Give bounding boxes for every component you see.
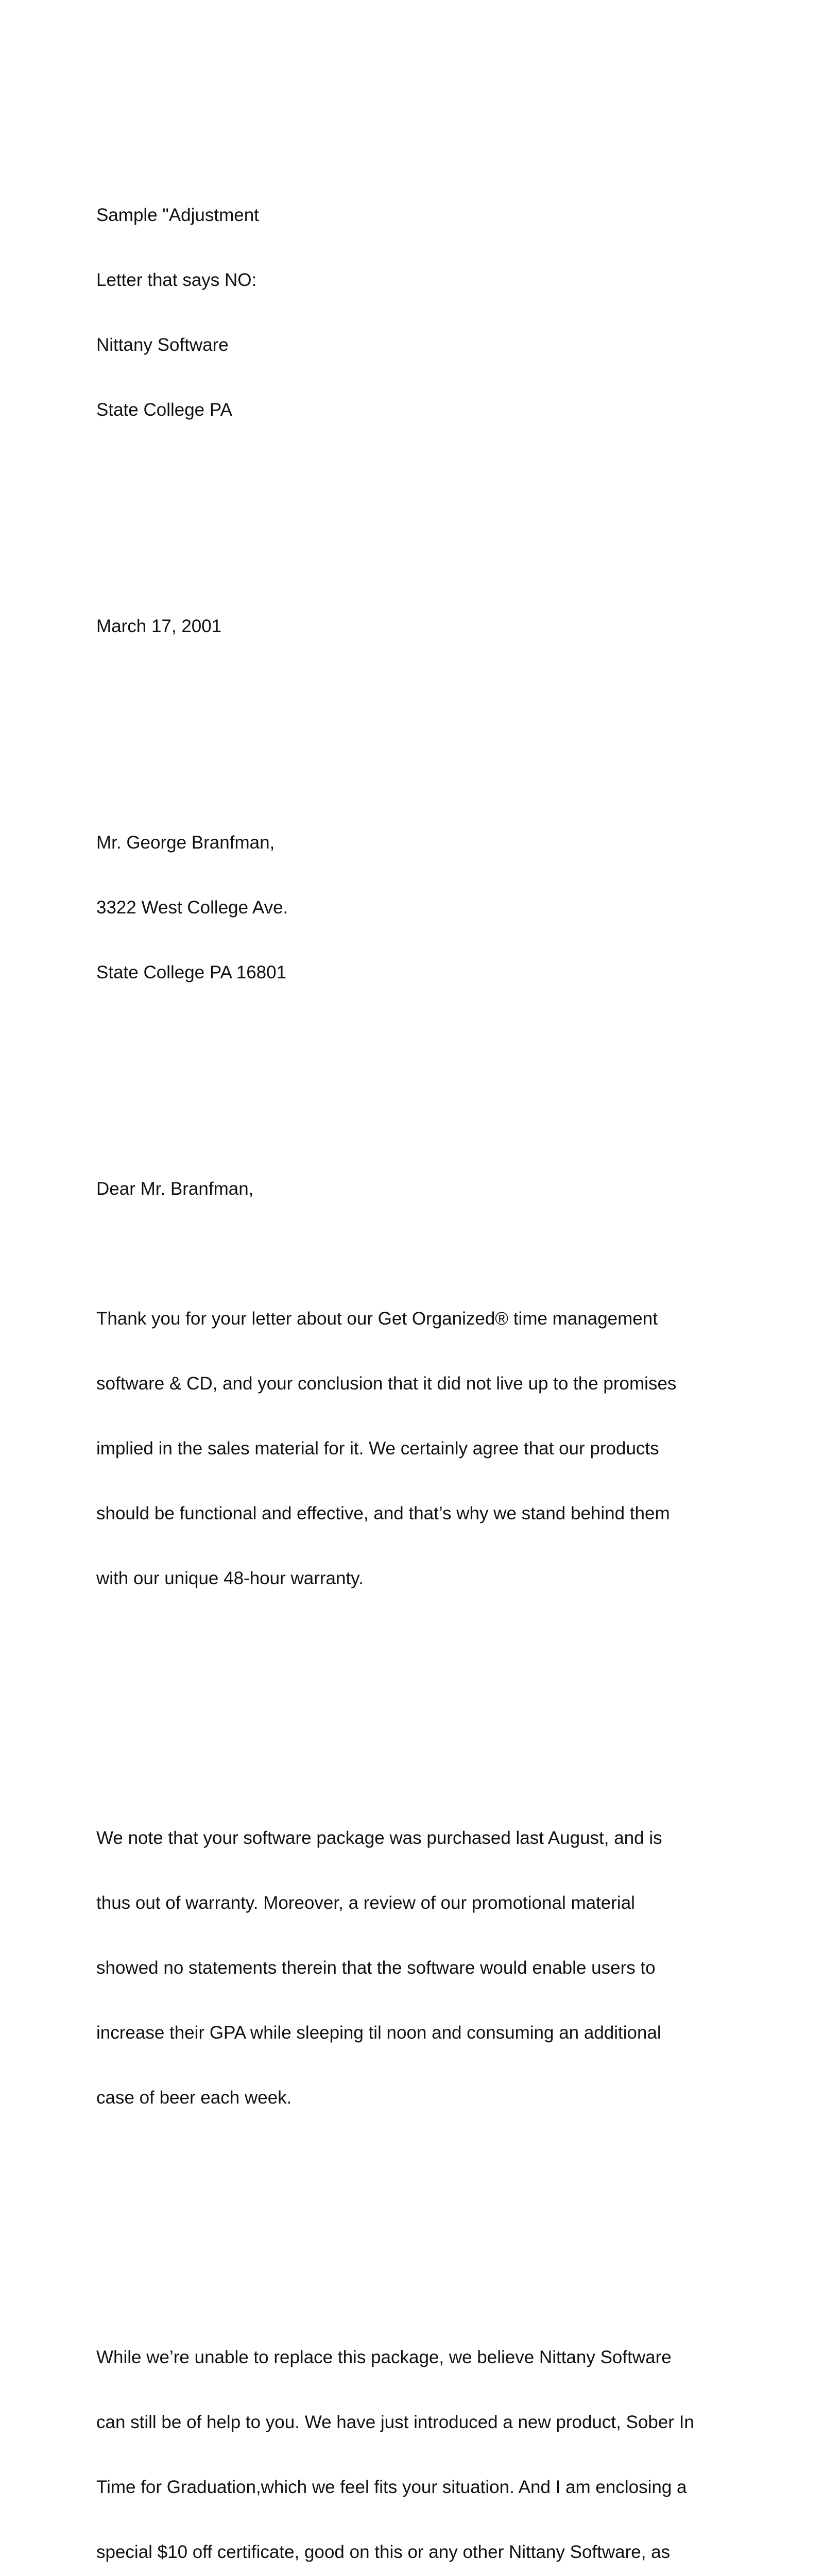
recipient-line: 3322 West College Ave.	[96, 897, 288, 918]
paragraph-2	[96, 1784, 745, 2152]
paragraph-line: special $10 off certificate, good on this or any other Nittany Software, as	[96, 2542, 671, 2562]
paragraph-line: can still be of help to you. We have just introduced a new product, Sober In	[96, 2412, 694, 2432]
paragraph-line: software & CD, and your conclusion that it did not live up to the promises	[96, 1374, 677, 1394]
spacer	[96, 2217, 745, 2239]
letter-body	[96, 96, 745, 2576]
heading-line: State College PA	[96, 400, 232, 420]
paragraph-line: showed no statements therein that the software would enable users to	[96, 1958, 656, 1978]
spacer	[96, 1698, 745, 1719]
spacer	[96, 529, 745, 551]
heading-line: Letter that says NO:	[96, 270, 257, 290]
paragraph-line: case of beer each week.	[96, 2088, 292, 2108]
paragraph-line: Time for Graduation,which we feel fits your situation. And I am enclosing a	[96, 2477, 687, 2497]
paragraph-line: We note that your software package was purchased last August, and is	[96, 1828, 662, 1848]
paragraph-line: thus out of warranty. Moreover, a review of our promotional material	[96, 1893, 635, 1913]
paragraph-line: should be functional and effective, and that’s why we stand behind them	[96, 1503, 670, 1523]
paragraph-line: increase their GPA while sleeping til noon and consuming an additional	[96, 2023, 661, 2043]
spacer	[96, 1092, 745, 1113]
paragraph-line: Thank you for your letter about our Get Organized® time management	[96, 1309, 658, 1329]
paragraph-line: implied in the sales material for it. We certainly agree that our products	[96, 1438, 659, 1459]
paragraph-line: with our unique 48-hour warranty.	[96, 1568, 364, 1588]
salutation: Dear Mr. Branfman,	[96, 1179, 254, 1199]
spacer	[96, 702, 745, 724]
paragraph-3	[96, 2303, 745, 2576]
paragraph-line: While we’re unable to replace this package, we believe Nittany Software	[96, 2347, 672, 2367]
recipient-line: State College PA 16801	[96, 962, 287, 982]
heading-line: Sample "Adjustment	[96, 205, 259, 225]
heading-line: Nittany Software	[96, 335, 229, 355]
letter-date: March 17, 2001	[96, 616, 222, 636]
letter-heading	[96, 161, 745, 464]
recipient-address	[96, 789, 745, 1027]
paragraph-1	[96, 1265, 745, 1633]
recipient-line: Mr. George Branfman,	[96, 833, 275, 853]
